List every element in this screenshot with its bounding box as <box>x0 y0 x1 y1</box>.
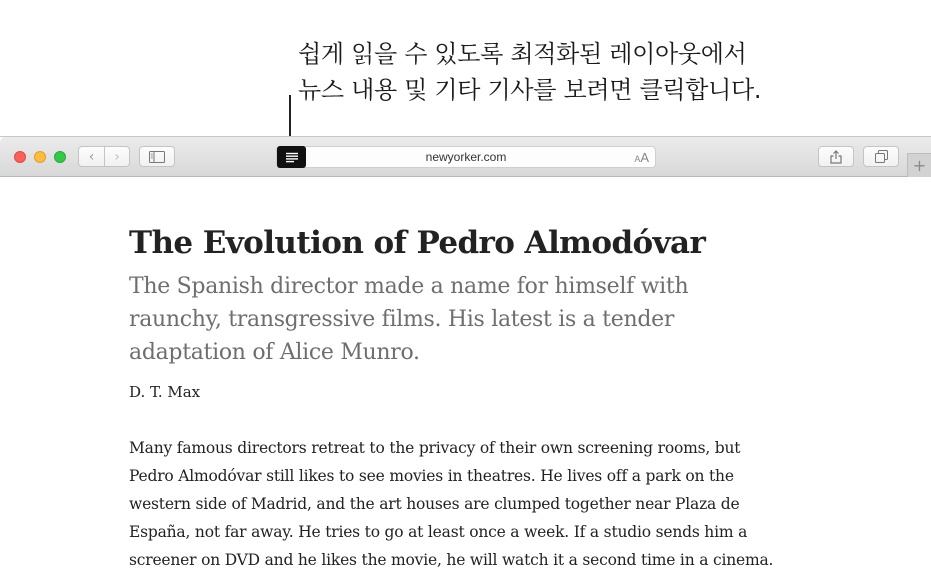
body-line: western side of Madrid, and the art houses are clumped together near Plaza de <box>129 495 740 513</box>
text-size-button[interactable] <box>634 150 649 165</box>
body-line: Pedro Almodóvar still likes to see movies in theatres. He lives off a park on the <box>129 467 734 485</box>
address-bar[interactable] <box>276 146 656 168</box>
plus-icon: + <box>912 156 927 175</box>
share-button[interactable] <box>818 146 854 167</box>
safari-window <box>0 136 931 580</box>
close-button[interactable] <box>14 151 26 163</box>
callout-line-2: 뉴스 내용 및 기타 기사를 보려면 클릭합니다. <box>298 76 762 104</box>
tabs-icon <box>875 150 888 163</box>
share-icon <box>830 150 842 164</box>
body-line: screener on DVD and he likes the movie, he will watch it a second time in a cinema. <box>129 551 774 569</box>
dek-line: raunchy, transgressive films. His latest is a tender <box>129 307 675 332</box>
chevron-right-icon: › <box>114 148 120 165</box>
zoom-button[interactable] <box>54 151 66 163</box>
body-line: España, not far away. He tries to go at least once a week. If a studio sends him a <box>129 523 748 541</box>
article-title: The Evolution of Pedro Almodóvar <box>129 225 706 261</box>
callout-annotation <box>0 0 931 136</box>
body-line: Many famous directors retreat to the privacy of their own screening rooms, but <box>129 439 741 457</box>
callout-text <box>298 36 761 108</box>
url-text: newyorker.com <box>425 150 507 164</box>
tabs-overview-button[interactable] <box>863 146 899 167</box>
article-dek <box>129 270 749 369</box>
article-byline: D. T. Max <box>129 383 201 401</box>
back-button[interactable] <box>79 147 104 166</box>
chevron-left-icon: ‹ <box>88 148 95 165</box>
callout-line-1: 쉽게 읽을 수 있도록 최적화된 레이아웃에서 <box>298 40 747 68</box>
dek-line: The Spanish director made a name for himself with <box>129 274 689 299</box>
forward-button[interactable] <box>104 147 129 166</box>
text-size-large-glyph: A <box>640 150 649 165</box>
toolbar <box>0 137 931 177</box>
new-tab-button[interactable] <box>907 153 931 177</box>
navigation-buttons <box>78 146 130 167</box>
text-size-small-glyph: A <box>634 154 641 164</box>
dek-line: adaptation of Alice Munro. <box>129 340 420 365</box>
sidebar-icon <box>149 151 165 163</box>
minimize-button[interactable] <box>34 151 46 163</box>
sidebar-button[interactable] <box>139 146 175 167</box>
article-body <box>129 434 809 574</box>
